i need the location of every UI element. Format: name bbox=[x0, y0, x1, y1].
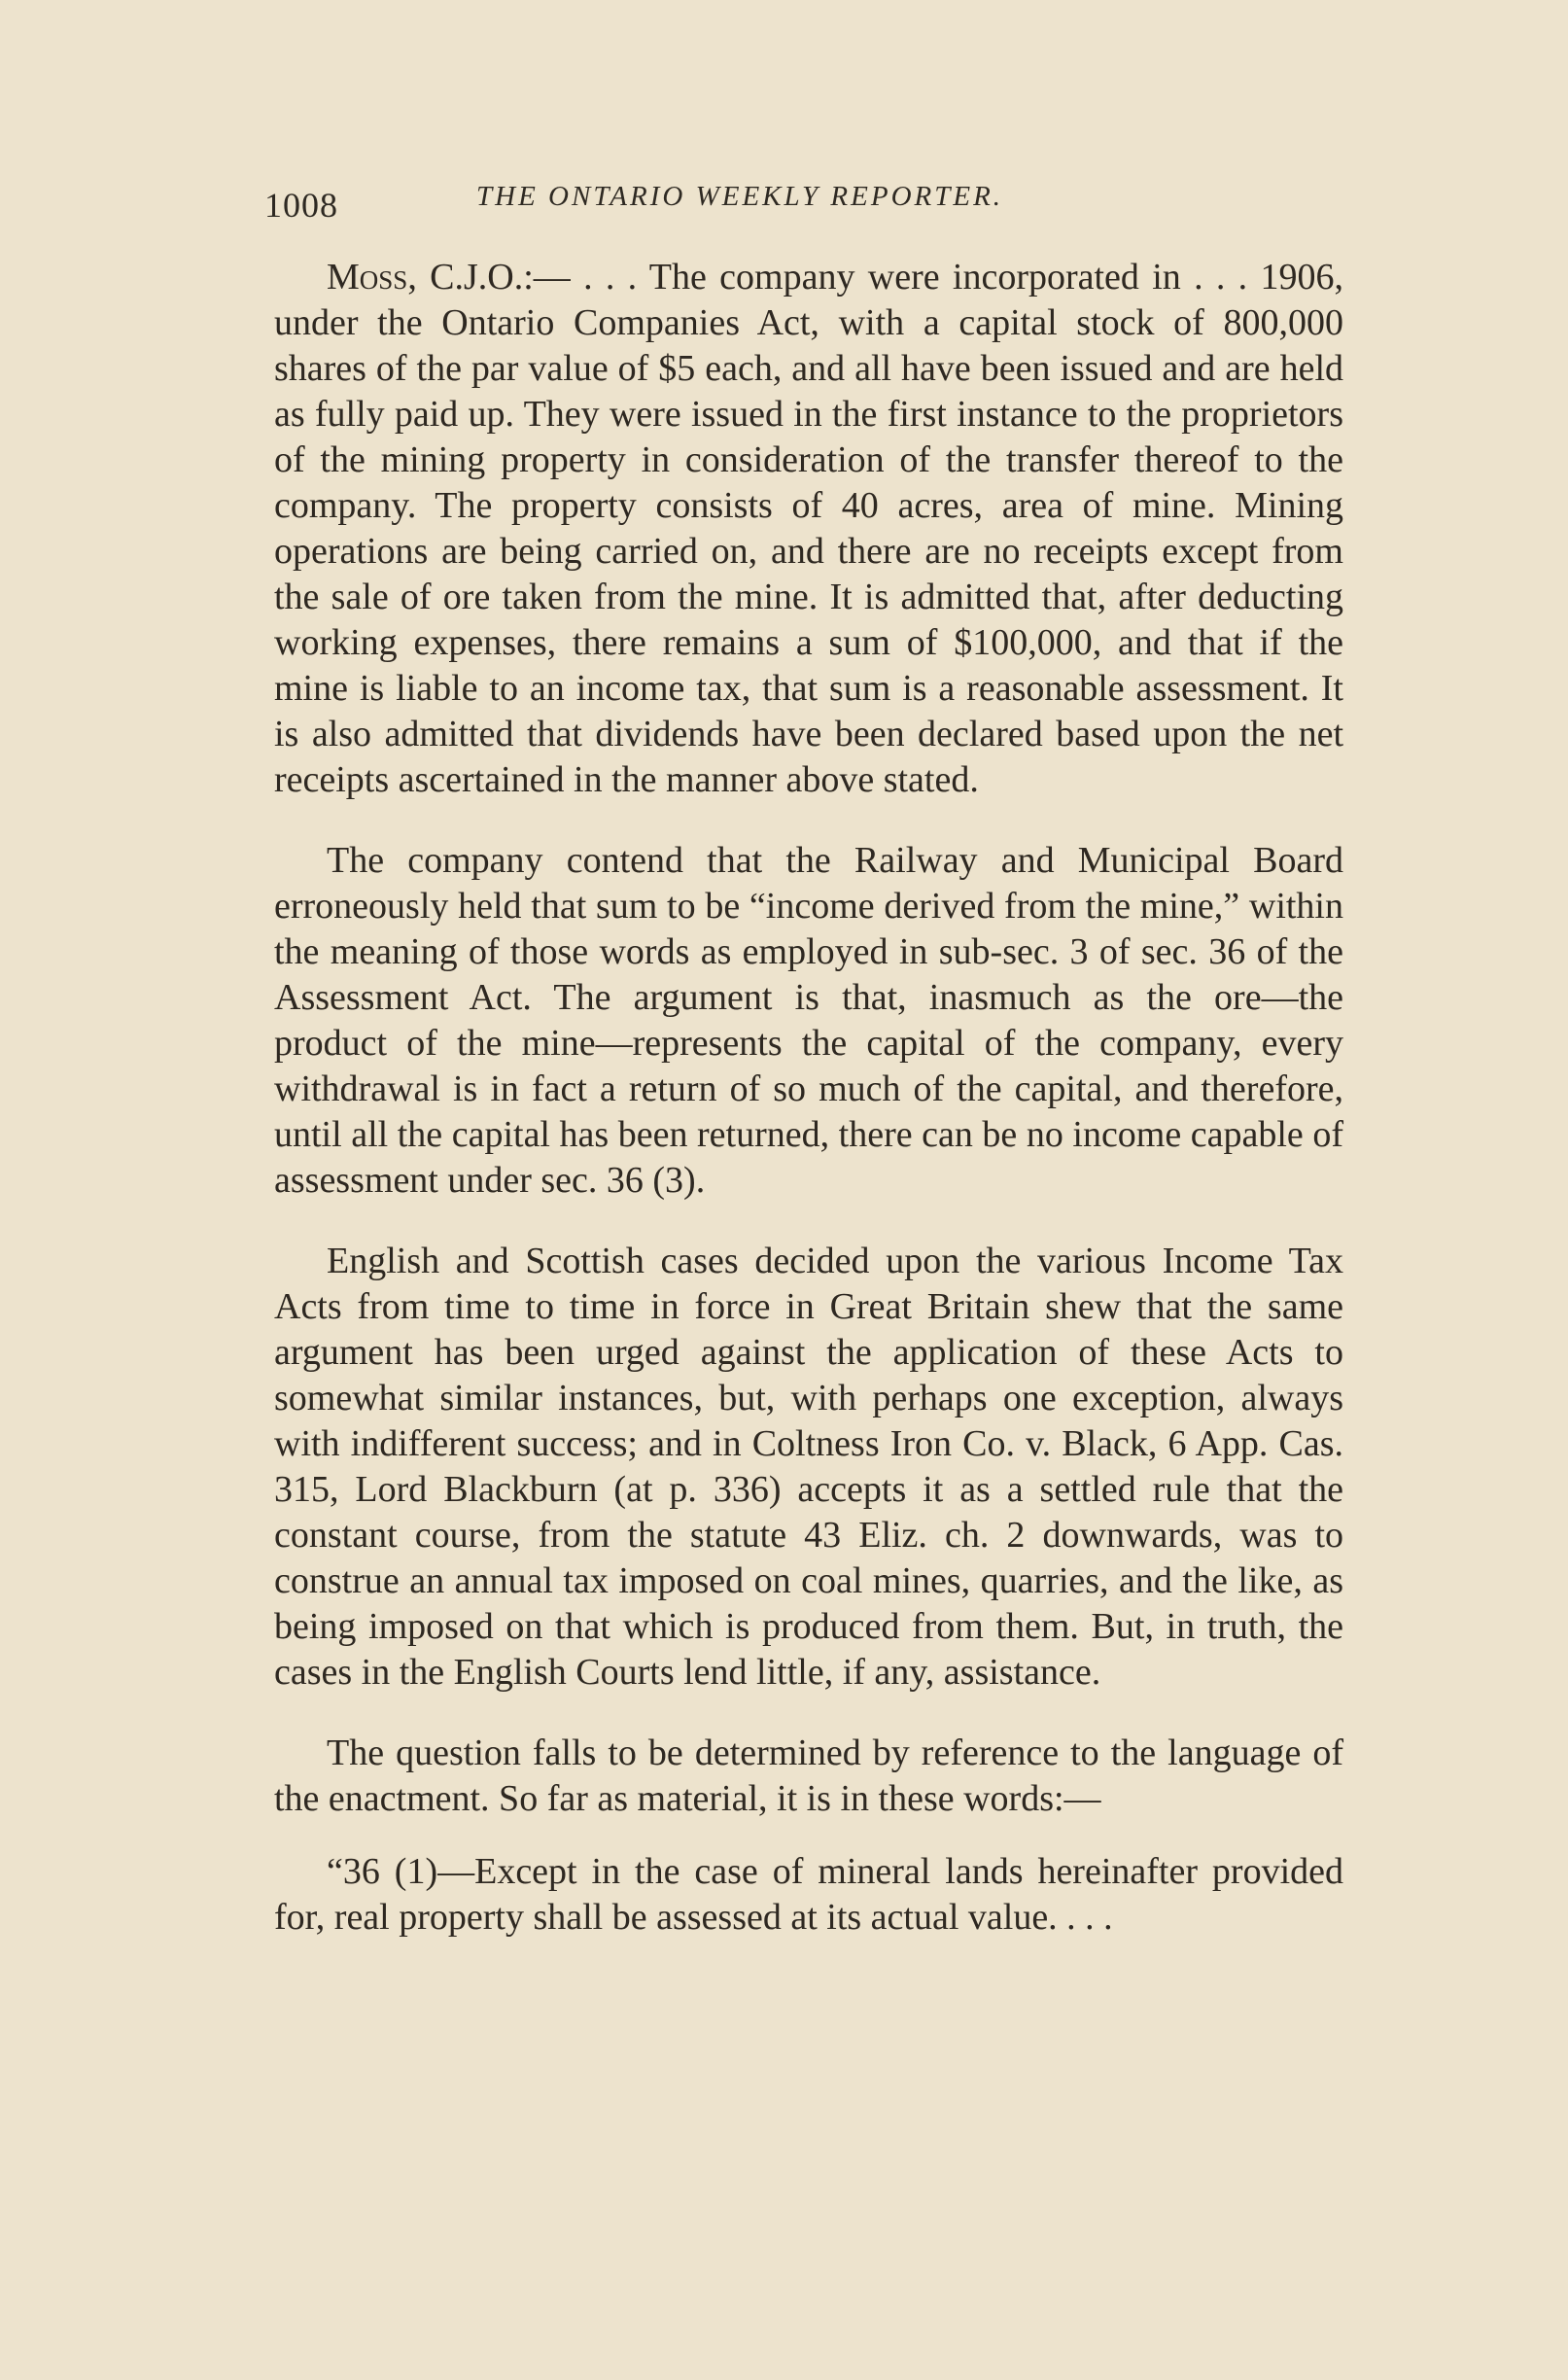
body-text bbox=[274, 255, 1343, 1941]
paragraph-3: English and Scottish cases decided upon the various Income Tax Acts from time to time in force in Great Britain shew that the same argument has been urged against the application of these Acts to somewhat similar instances, but, with perhaps one exception, always with indifferent success; and in Coltness Iron Co. v. Black, 6 App. Cas. 315, Lord Blackburn (at p. 336) accepts it as a settled rule that the constant course, from the statute 43 Eliz. ch. 2 downwards, was to construe an annual tax imposed on coal mines, quarries, and the like, as being imposed on that which is produced from them. But, in truth, the cases in the English Courts lend little, if any, assistance. bbox=[274, 1241, 1343, 1693]
statute-quotation: “36 (1)—Except in the case of mineral lands hereinafter provided for, real property shall be assessed at its actual value. . . . bbox=[274, 1851, 1343, 1938]
judge-name: Moss, C.J.O. bbox=[327, 257, 524, 298]
paragraph-1-text: :— . . . The company were incorporated in . . . 1906, under the Ontario Companies Act, with a capital stock of 800,000 shares of the par value of $5 each, and all have been issued and are held as fully paid up. They were issued in the first instance to the proprietors of the mining property in consideration of the transfer thereof to the company. The property consists of 40 acres, area of mine. Mining operations are being carried on, and there are no receipts except from the sale of ore taken from the mine. It is admitted that, after deducting working expenses, there remains a sum of $100,000, and that if the mine is liable to an income tax, that sum is a reasonable assessment. It is also admitted that dividends have been declared based upon the net receipts ascertained in the manner above stated. bbox=[274, 257, 1343, 800]
running-head bbox=[264, 173, 1353, 231]
paragraph-4: The question falls to be determined by reference to the language of the enactment. So far as material, it is in these words:— bbox=[274, 1732, 1343, 1819]
paragraph-1 bbox=[274, 255, 1343, 803]
paragraph-2: The company contend that the Railway and Municipal Board erroneously held that sum to be “income derived from the mine,” within the meaning of those words as employed in sub-sec. 3 of sec. 36 of the Assessment Act. The argument is that, inasmuch as the ore—the product of the mine—represents the capital of the company, every withdrawal is in fact a return of so much of the capital, and therefore, until all the capital has been returned, there can be no income capable of assessment under sec. 36 (3). bbox=[274, 840, 1343, 1201]
page-number: 1008 bbox=[264, 186, 338, 225]
journal-title: THE ONTARIO WEEKLY REPORTER. bbox=[476, 181, 1004, 212]
